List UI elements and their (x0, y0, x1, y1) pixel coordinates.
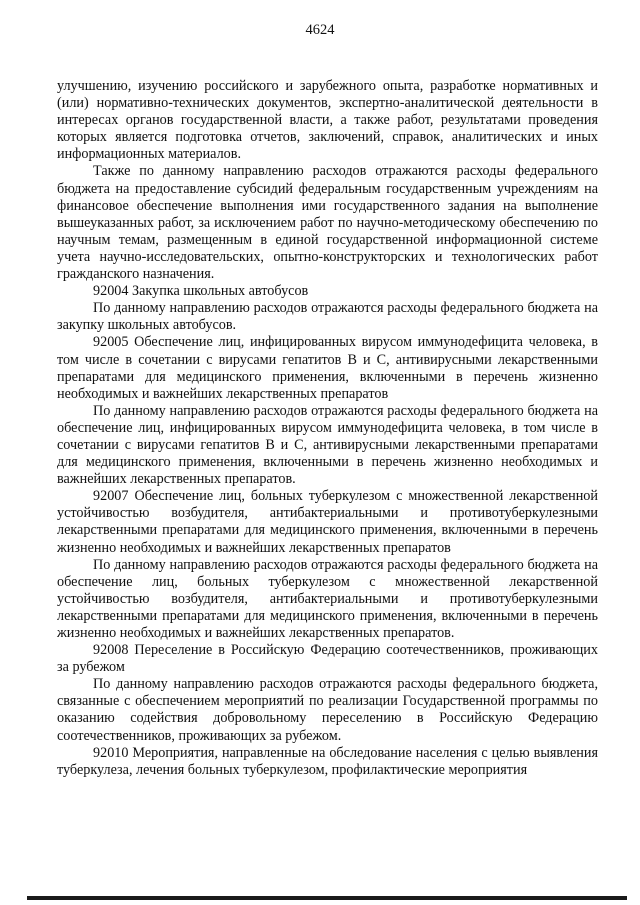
paragraph-continuation: улучшению, изучению российского и зарубежного опыта, разработке нормативных и (или) нормативно-технических документов, экспертно-аналитической деятельности в интересах органов государственной власти, а также работ, результатами проведения которых является подготовка отчетов, заключений, справок, аналитических и иных информационных материалов. (57, 78, 598, 163)
paragraph-92008: По данному направлению расходов отражаются расходы федерального бюджета, связанные с обеспечением мероприятий по реализации Государственной программы по оказанию содействия добровольному переселению в Российскую Федерацию соотечественников, проживающих за рубежом. (57, 676, 598, 744)
scan-border-line (27, 896, 627, 900)
page-number: 4624 (305, 22, 335, 38)
paragraph-92004: По данному направлению расходов отражаются расходы федерального бюджета на закупку школьных автобусов. (57, 300, 598, 334)
heading-92005: 92005 Обеспечение лиц, инфицированных вирусом иммунодефицита человека, в том числе в сочетании с вирусами гепатитов В и С, антивирусными лекарственными препаратами для медицинского применения, включенными в перечень жизненно необходимых и важнейших лекарственных препаратов (57, 334, 598, 402)
paragraph-92007: По данному направлению расходов отражаются расходы федерального бюджета на обеспечение лиц, больных туберкулезом с множественной лекарственной устойчивостью возбудителя, антибактериальными и противотуберкулезными лекарственными препаратами для медицинского применения, включенными в перечень жизненно необходимых и важнейших лекарственных препаратов. (57, 556, 598, 641)
heading-92007: 92007 Обеспечение лиц, больных туберкулезом с множественной лекарственной устойчивостью возбудителя, антибактериальными и противотуберкулезными лекарственными препаратами для медицинского применения, включенными в перечень жизненно необходимых и важнейших лекарственных препаратов (57, 488, 598, 556)
document-body (57, 78, 598, 779)
heading-92010: 92010 Мероприятия, направленные на обследование населения с целью выявления туберкулеза, лечения больных туберкулезом, профилактические мероприятия (57, 744, 598, 778)
paragraph-subsidies: Также по данному направлению расходов отражаются расходы федерального бюджета на предоставление субсидий федеральным государственным учреждениям на финансовое обеспечение выполнения ими государственного задания на выполнение вышеуказанных работ, за исключением работ по научно-методическому обеспечению по научным темам, размещенным в единой государственной информационной системе учета научно-исследовательских, опытно-конструкторских и технологических работ гражданского назначения. (57, 163, 598, 283)
heading-92004: 92004 Закупка школьных автобусов (93, 283, 309, 300)
heading-92008: 92008 Переселение в Российскую Федерацию соотечественников, проживающих за рубежом (57, 642, 598, 676)
paragraph-92005: По данному направлению расходов отражаются расходы федерального бюджета на обеспечение лиц, инфицированных вирусом иммунодефицита человека, в том числе в сочетании с вирусами гепатитов В и С, антивирусными лекарственными препаратами для медицинского применения, включенными в перечень жизненно необходимых и важнейших лекарственных препаратов. (57, 402, 598, 488)
